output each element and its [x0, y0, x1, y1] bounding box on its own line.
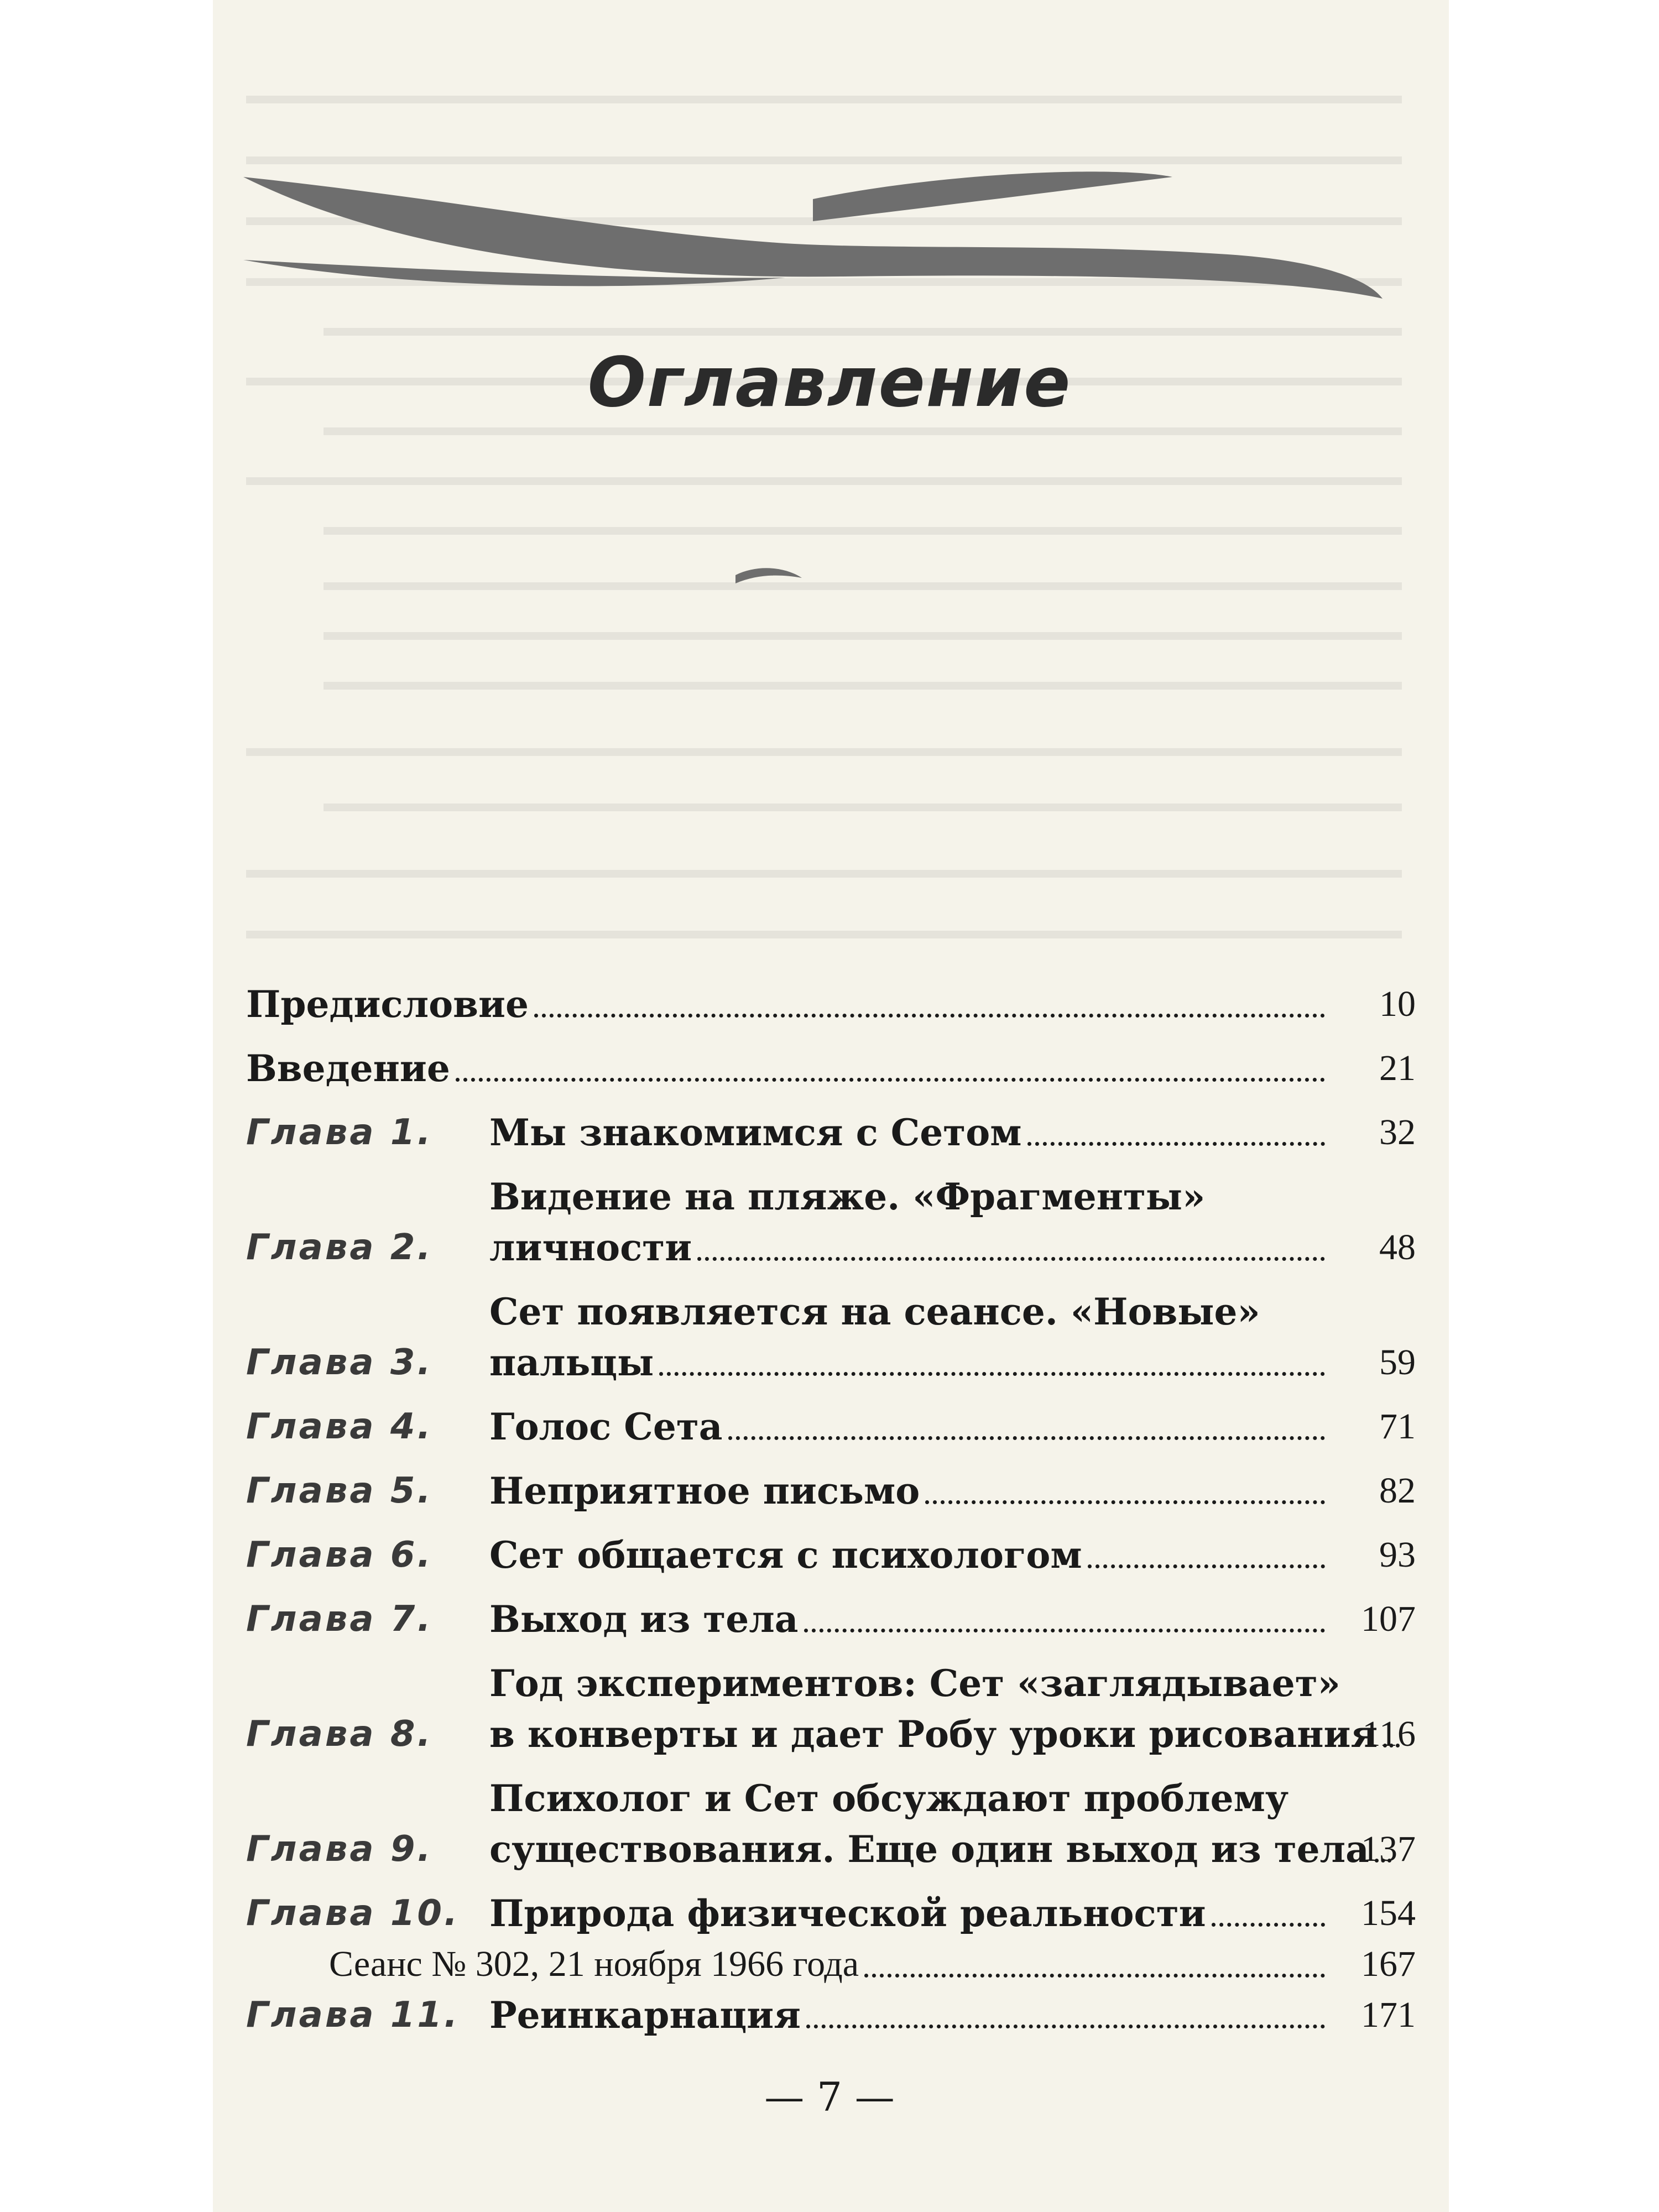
toc-page: 154	[1361, 1893, 1416, 1933]
toc-label-line2: существования. Еще один выход из тела	[489, 1828, 1369, 1871]
page-title: Оглавление	[587, 343, 1072, 422]
leader-dots	[728, 1436, 1326, 1440]
toc-page: 59	[1379, 1342, 1416, 1383]
chapter-label: Глава 8.	[246, 1714, 433, 1755]
toc-page: 71	[1379, 1406, 1416, 1447]
title-ornament-mark	[724, 559, 813, 592]
leader-dots	[697, 1257, 1325, 1261]
toc-entry[interactable]	[246, 1401, 1416, 1452]
toc-label: Неприятное письмо	[489, 1469, 920, 1512]
leader-dots	[534, 1014, 1325, 1018]
toc-entry[interactable]	[246, 1107, 1416, 1158]
toc-page: 137	[1361, 1829, 1416, 1869]
toc-label: Реинкарнация	[489, 1994, 801, 2037]
chapter-label: Глава 2.	[246, 1227, 433, 1268]
chapter-label: Глава 1.	[246, 1112, 433, 1153]
leader-dots	[659, 1372, 1325, 1376]
toc-label-line2: в конверты и дает Робу уроки рисования	[489, 1713, 1378, 1756]
toc-entry[interactable]	[246, 1594, 1416, 1645]
page-number: — 7 —	[764, 2074, 895, 2120]
chapter-label: Глава 3.	[246, 1342, 433, 1383]
chapter-label: Глава 10.	[246, 1893, 460, 1934]
toc-page: 167	[1361, 1944, 1416, 1984]
toc-label: Предисловие	[246, 983, 529, 1026]
chapter-label: Глава 6.	[246, 1535, 433, 1575]
toc-label-line2: пальцы	[489, 1341, 654, 1384]
chapter-label: Глава 7.	[246, 1599, 433, 1640]
toc-entry[interactable]	[246, 1888, 1416, 1939]
toc-label: Мы знакомимся с Сетом	[489, 1111, 1022, 1154]
toc-page: 116	[1362, 1714, 1416, 1754]
toc-label: Природа физической реальности	[489, 1892, 1206, 1935]
toc-page: 48	[1379, 1227, 1416, 1267]
chapter-label: Глава 11.	[246, 1995, 460, 2036]
toc-entry[interactable]	[246, 1530, 1416, 1580]
table-of-contents	[246, 979, 1416, 2041]
leader-dots	[864, 1974, 1325, 1978]
leader-dots	[804, 1629, 1325, 1632]
toc-label: Видение на пляже. «Фрагменты»	[489, 1175, 1206, 1218]
toc-page: 171	[1361, 1995, 1416, 2035]
toc-label: Год экспериментов: Сет «заглядывает»	[489, 1662, 1340, 1705]
toc-label-line2: личности	[489, 1226, 692, 1269]
toc-label: Сет общается с психологом	[489, 1533, 1082, 1577]
toc-page: 32	[1379, 1112, 1416, 1152]
toc-entry[interactable]	[246, 1043, 1416, 1094]
toc-page: 93	[1379, 1535, 1416, 1575]
toc-page: 21	[1379, 1048, 1416, 1088]
toc-subentry[interactable]	[246, 1939, 1416, 1990]
leader-dots	[925, 1500, 1325, 1504]
leader-dots	[456, 1078, 1325, 1082]
toc-entry[interactable]	[246, 1171, 1416, 1273]
toc-label: Введение	[246, 1047, 450, 1090]
toc-page: 107	[1361, 1599, 1416, 1639]
toc-page: 82	[1379, 1470, 1416, 1511]
toc-entry[interactable]	[246, 1658, 1416, 1760]
title-ornament	[232, 160, 1394, 304]
toc-entry[interactable]	[246, 1465, 1416, 1516]
toc-label: Психолог и Сет обсуждают проблему	[489, 1777, 1289, 1820]
chapter-label: Глава 4.	[246, 1406, 433, 1447]
toc-sublabel: Сеанс № 302, 21 ноября 1966 года	[329, 1944, 859, 1984]
toc-entry[interactable]	[246, 1286, 1416, 1388]
toc-page: 10	[1379, 984, 1416, 1024]
leader-dots	[1027, 1142, 1325, 1146]
toc-label: Выход из тела	[489, 1598, 799, 1641]
leader-dots	[1212, 1923, 1325, 1927]
leader-dots	[806, 2025, 1325, 2028]
toc-label: Сет появляется на сеансе. «Новые»	[489, 1290, 1260, 1333]
toc-entry[interactable]	[246, 1990, 1416, 2041]
leader-dots	[1088, 1564, 1325, 1568]
toc-entry[interactable]	[246, 979, 1416, 1030]
chapter-label: Глава 5.	[246, 1470, 433, 1511]
toc-entry[interactable]	[246, 1773, 1416, 1875]
chapter-label: Глава 9.	[246, 1829, 433, 1870]
toc-label: Голос Сета	[489, 1405, 723, 1448]
